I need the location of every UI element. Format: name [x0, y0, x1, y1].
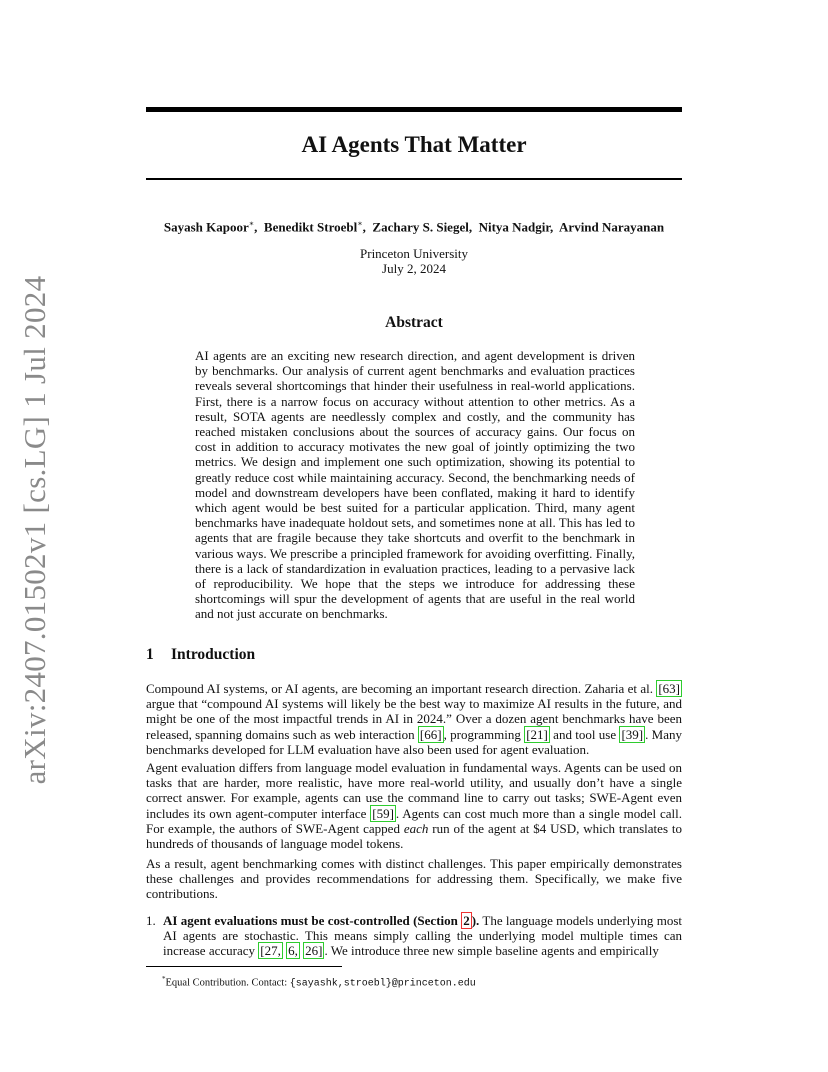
paragraph-text: . We introduce three new simple baseline agents and empirically — [324, 943, 659, 959]
author-name: Arvind Narayanan — [559, 219, 665, 235]
list-item-lead: AI agent evaluations must be cost-controlled (Section — [163, 913, 462, 928]
citation-link[interactable]: 6, — [288, 943, 298, 959]
paragraph-text: . Agents can cost much more than a single model call. For example, the authors of SWE-Agent capped — [146, 805, 682, 836]
emphasis-text: each — [403, 820, 429, 836]
list-item-lead-end: ). — [471, 913, 480, 928]
footnote — [162, 973, 476, 991]
intro-paragraph-2 — [146, 760, 682, 851]
paragraph-text: and tool use — [549, 726, 620, 742]
list-item-text — [163, 913, 682, 959]
title-top-rule — [146, 107, 682, 112]
paper-title: AI Agents That Matter — [301, 132, 527, 157]
section-title: Introduction — [171, 646, 256, 663]
citation-link[interactable]: [27, — [260, 943, 281, 959]
footnote-rule — [146, 966, 342, 967]
intro-paragraph-3: As a result, agent benchmarking comes with distinct challenges. This paper empirically demonstrates these challenges and provides recommendations for addressing them. Specifically, we make five contributions. — [146, 856, 682, 902]
list-number: 1. — [146, 913, 156, 928]
intro-paragraph-1 — [146, 681, 682, 757]
footnote-mark: * — [162, 975, 166, 983]
paragraph-text: Compound AI systems, or AI agents, are becoming an important research direction. Zaharia et al. — [146, 681, 657, 696]
paragraph-text: , programming — [443, 726, 525, 742]
citation-link[interactable]: [39] — [621, 726, 644, 742]
affiliation-block — [146, 246, 682, 276]
citation-link[interactable]: [59] — [372, 805, 394, 821]
citation-link[interactable]: [66] — [419, 726, 442, 742]
contribution-list-item — [146, 913, 682, 959]
publication-date: July 2, 2024 — [382, 261, 446, 276]
author-name: Nitya Nadgir — [478, 219, 550, 235]
footnote-text: Equal Contribution. Contact: — [165, 977, 290, 989]
affiliation: Princeton University — [360, 246, 468, 261]
abstract-heading: Abstract — [385, 314, 443, 331]
equal-contribution-mark: ∗ — [248, 219, 255, 228]
section-heading — [146, 645, 255, 665]
author-list: Sayash Kapoor∗, Benedikt Stroebl∗, Zachary S. Siegel, Nitya Nadgir, Arvind Narayanan — [163, 219, 665, 235]
contact-email[interactable]: {sayashk,stroebl}@princeton.edu — [289, 978, 476, 990]
equal-contribution-mark: ∗ — [357, 219, 363, 228]
citation-link[interactable]: [63] — [658, 681, 680, 696]
arxiv-identifier: arXiv:2407.01502v1 [cs.LG] 1 Jul 2024 — [17, 275, 52, 785]
abstract-text: AI agents are an exciting new research direction, and agent development is driven by benchmarks. Our analysis of current agent benchmarks and evaluation practices reveals several shortcomings that hinder their usefulness in real-world applications. First, there is a narrow focus on accuracy without attention to other metrics. As a result, SOTA agents are needlessly complex and costly, and the community has reached mistaken conclusions about the sources of accuracy gains. Our focus on cost in addition to accuracy motivates the new goal of jointly optimizing the two metrics. We design and implement one such optimization, showing its potential to greatly reduce cost while maintaining accuracy. Second, the benchmarking needs of model and downstream developers have been conflated, making it hard to identify which agent would be best suited for a particular application. Third, many agent benchmarks have inadequate holdout sets, and sometimes none at all. This has led to agents that are fragile because they take shortcuts and overfit to the benchmark in various ways. We prescribe a principled framework for avoiding overfitting. Finally, there is a lack of standardization in evaluation practices, leading to a pervasive lack of reproducibility. We hope that the steps we introduce for addressing these shortcomings will spur the development of agents that are useful in the real world and not just accurate on benchmarks. — [195, 348, 635, 622]
section-number: 1 — [146, 646, 154, 663]
author-name: Sayash Kapoor — [163, 219, 249, 235]
author-name: Zachary S. Siegel — [372, 219, 469, 235]
paragraph-text: Agent evaluation differs from language model evaluation in fundamental ways. Agents can be used on tasks that are harder, more realistic, have more real-world utility, and usually don’t have a single correct answer. For example, agents can use the command line to carry out tasks; SWE-Agent even includes its own agent-computer interface — [146, 760, 682, 821]
citation-link[interactable]: 26] — [305, 943, 323, 959]
paragraph-text: argue that “compound AI systems will likely be the best way to maximize AI results in the future, and might be one of the most impactful trends in AI in 2024.” Over a dozen agent benchmarks have been released, spanning domains such as web interaction — [146, 696, 682, 742]
author-name: Benedikt Stroebl — [263, 219, 358, 235]
citation-link[interactable]: [21] — [526, 726, 548, 742]
section-reference-link[interactable]: 2 — [463, 913, 470, 928]
paragraph-text: The language models underlying most AI agents are stochastic. This means simply calling the underlying model multiple times can increase accuracy — [163, 913, 682, 959]
paragraph-text: . Many benchmarks developed for LLM evaluation have also been used for agent evaluation. — [146, 726, 682, 757]
title-bottom-rule — [146, 178, 682, 180]
paragraph-text: run of the agent at $4 USD, which translates to hundreds of thousands of language model tokens. — [146, 820, 682, 852]
